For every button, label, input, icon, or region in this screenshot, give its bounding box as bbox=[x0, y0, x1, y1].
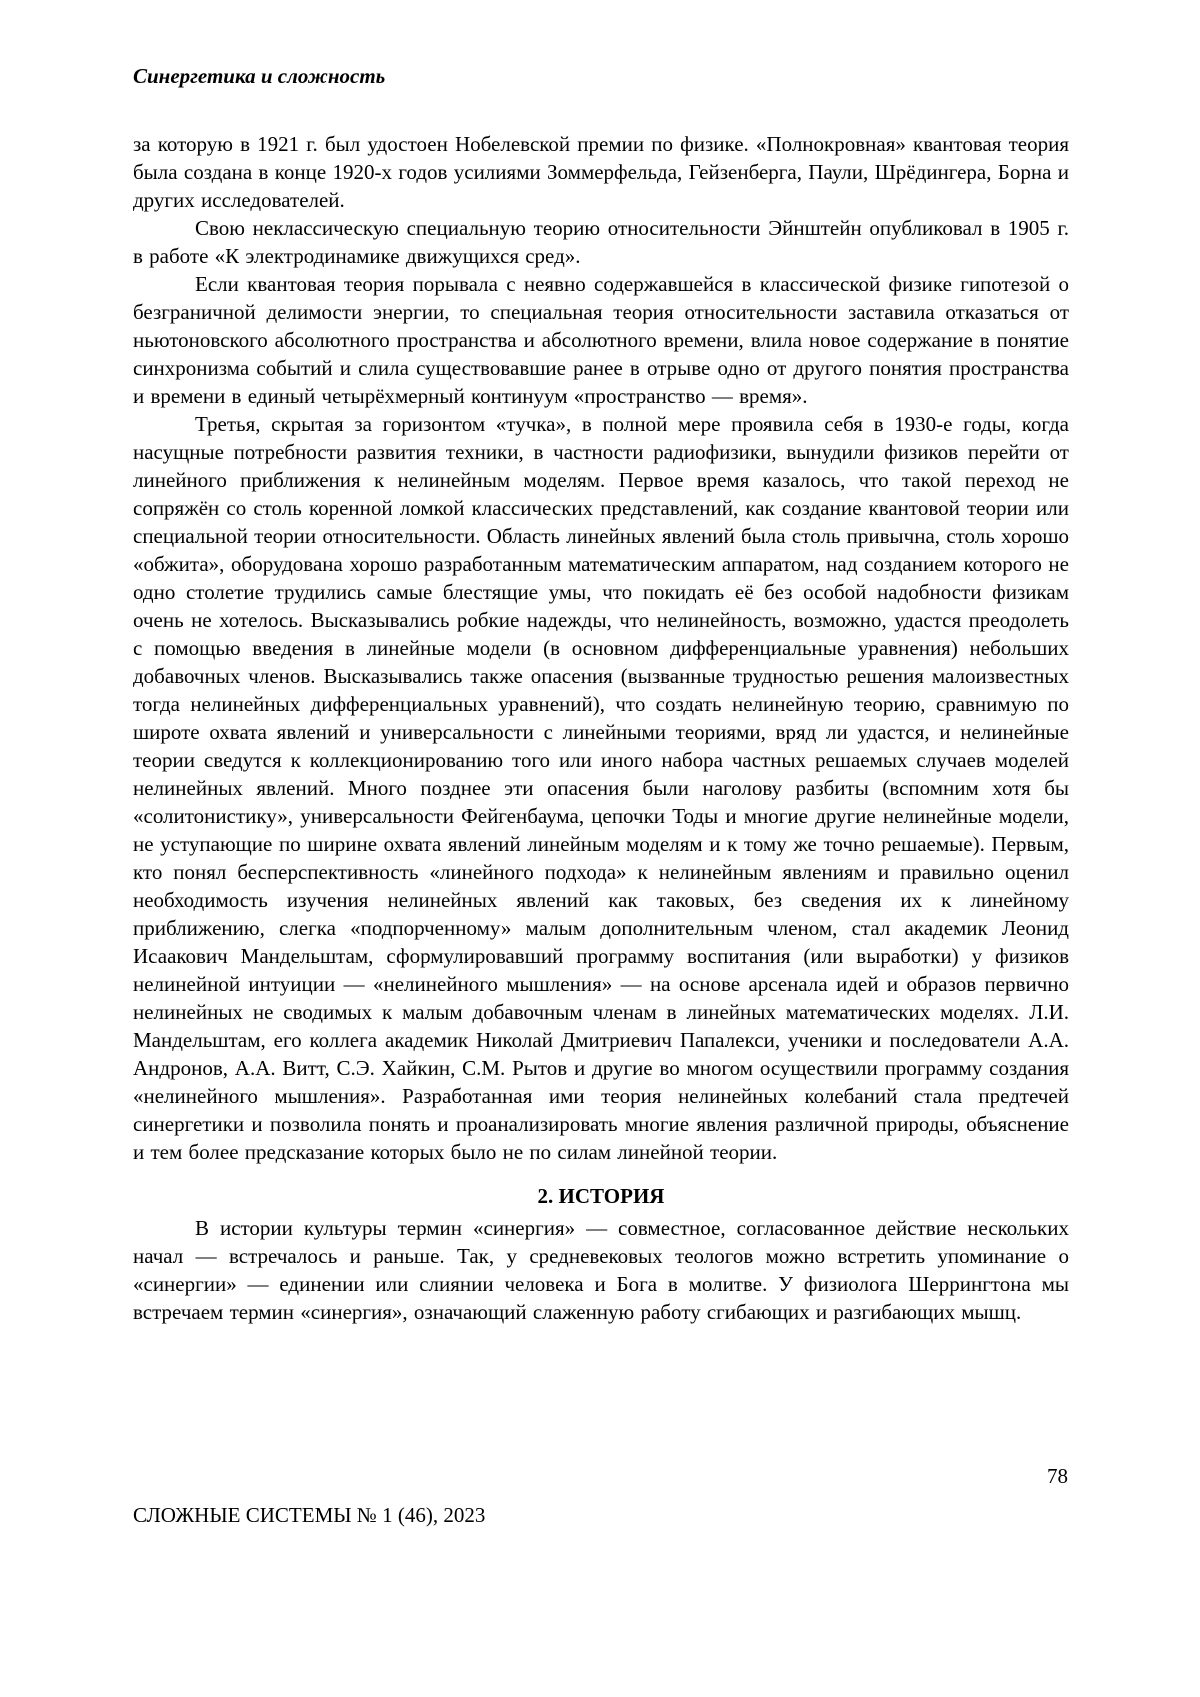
page-number: 78 bbox=[1047, 1464, 1068, 1488]
journal-footer: СЛОЖНЫЕ СИСТЕМЫ № 1 (46), 2023 bbox=[133, 1503, 486, 1527]
paragraph-continued: за которую в 1921 г. был удостоен Нобелевской премии по физике. «Полнокровная» квантовая теория была создана в конце 1920-х годов усилиями Зоммерфельда, Гейзенберга, Паули, Шрёдингера, Борна и других исследователей. bbox=[133, 132, 1069, 212]
body-text bbox=[133, 130, 1069, 1326]
section-heading-history: 2. ИСТОРИЯ bbox=[537, 1184, 665, 1208]
content-area bbox=[133, 62, 1069, 1326]
paragraph: Свою неклассическую специальную теорию относительности Эйнштейн опубликовал в 1905 г. в работе «К электродинамике движущихся сред». bbox=[133, 216, 1069, 268]
paragraph: Третья, скрытая за горизонтом «тучка», в полной мере проявила себя в 1930-е годы, когда насущные потребности развития техники, в частности радиофизики, вынудили физиков перейти от линейного приближения к нелинейным моделям. Первое время казалось, что такой переход не сопряжён со столь коренной ломкой классических представлений, как создание квантовой теории или специальной теории относительности. Область линейных явлений была столь привычна, столь хорошо «обжита», оборудована хорошо разработанным математическим аппаратом, над созданием которого не одно столетие трудились самые блестящие умы, что покидать её без особой надобности физикам очень не хотелось. Высказывались робкие надежды, что нелинейность, возможно, удастся преодолеть с помощью введения в линейные модели (в основном дифференциальные уравнения) небольших добавочных членов. Высказывались также опасения (вызванные трудностью решения малоизвестных тогда нелинейных дифференциальных уравнений), что создать нелинейную теорию, сравнимую по широте охвата явлений и универсальности с линейными теориями, вряд ли удастся, и нелинейные теории сведутся к коллекционированию того или иного набора частных решаемых случаев моделей нелинейных явлений. Много позднее эти опасения были наголову разбиты (вспомним хотя бы «солитонистику», универсальности Фейгенбаума, цепочки Тоды и многие другие нелинейные модели, не уступающие по ширине охвата явлений линейным моделям и к тому же точно решаемые). Первым, кто понял бесперспективность «линейного подхода» к нелинейным явлениям и правильно оценил необходимость изучения нелинейных явлений как таковых, без сведения их к линейному приближению, слегка «подпорченному» малым дополнительным членом, стал академик Леонид Исаакович Мандельштам, сформулировавший программу воспитания (или выработки) у физиков нелинейной интуиции — «нелинейного мышления» — на основе арсенала идей и образов первично нелинейных не сводимых к малым добавочным членам в линейных математических моделях. Л.И. Мандельштам, его коллега академик Николай Дмитриевич Папалекси, ученики и последователи А.А. Андронов, А.А. Витт, С.Э. Хайкин, С.М. Рытов и другие во многом осуществили программу создания «нелинейного мышления». Разработанная ими теория нелинейных колебаний стала предтечей синергетики и позволила понять и проанализировать многие явления различной природы, объяснение и тем более предсказание которых было не по силам линейной теории. bbox=[133, 412, 1069, 1164]
running-header: Синергетика и сложность bbox=[133, 64, 386, 88]
paragraph: Если квантовая теория порывала с неявно содержавшейся в классической физике гипотезой о безграничной делимости энергии, то специальная теория относительности заставила отказаться от ньютоновского абсолютного пространства и абсолютного времени, влила новое содержание в понятие синхронизма событий и слила существовавшие ранее в отрыве одно от другого понятия пространства и времени в единый четырёхмерный континуум «пространство — время». bbox=[133, 272, 1069, 408]
paragraph: В истории культуры термин «синергия» — совместное, согласованное действие нескольких начал — встречалось и раньше. Так, у средневековых теологов можно встретить упоминание о «синергии» — единении или слиянии человека и Бога в молитве. У физиолога Шеррингтона мы встречаем термин «синергия», означающий слаженную работу сгибающих и разгибающих мышц. bbox=[133, 1216, 1069, 1324]
